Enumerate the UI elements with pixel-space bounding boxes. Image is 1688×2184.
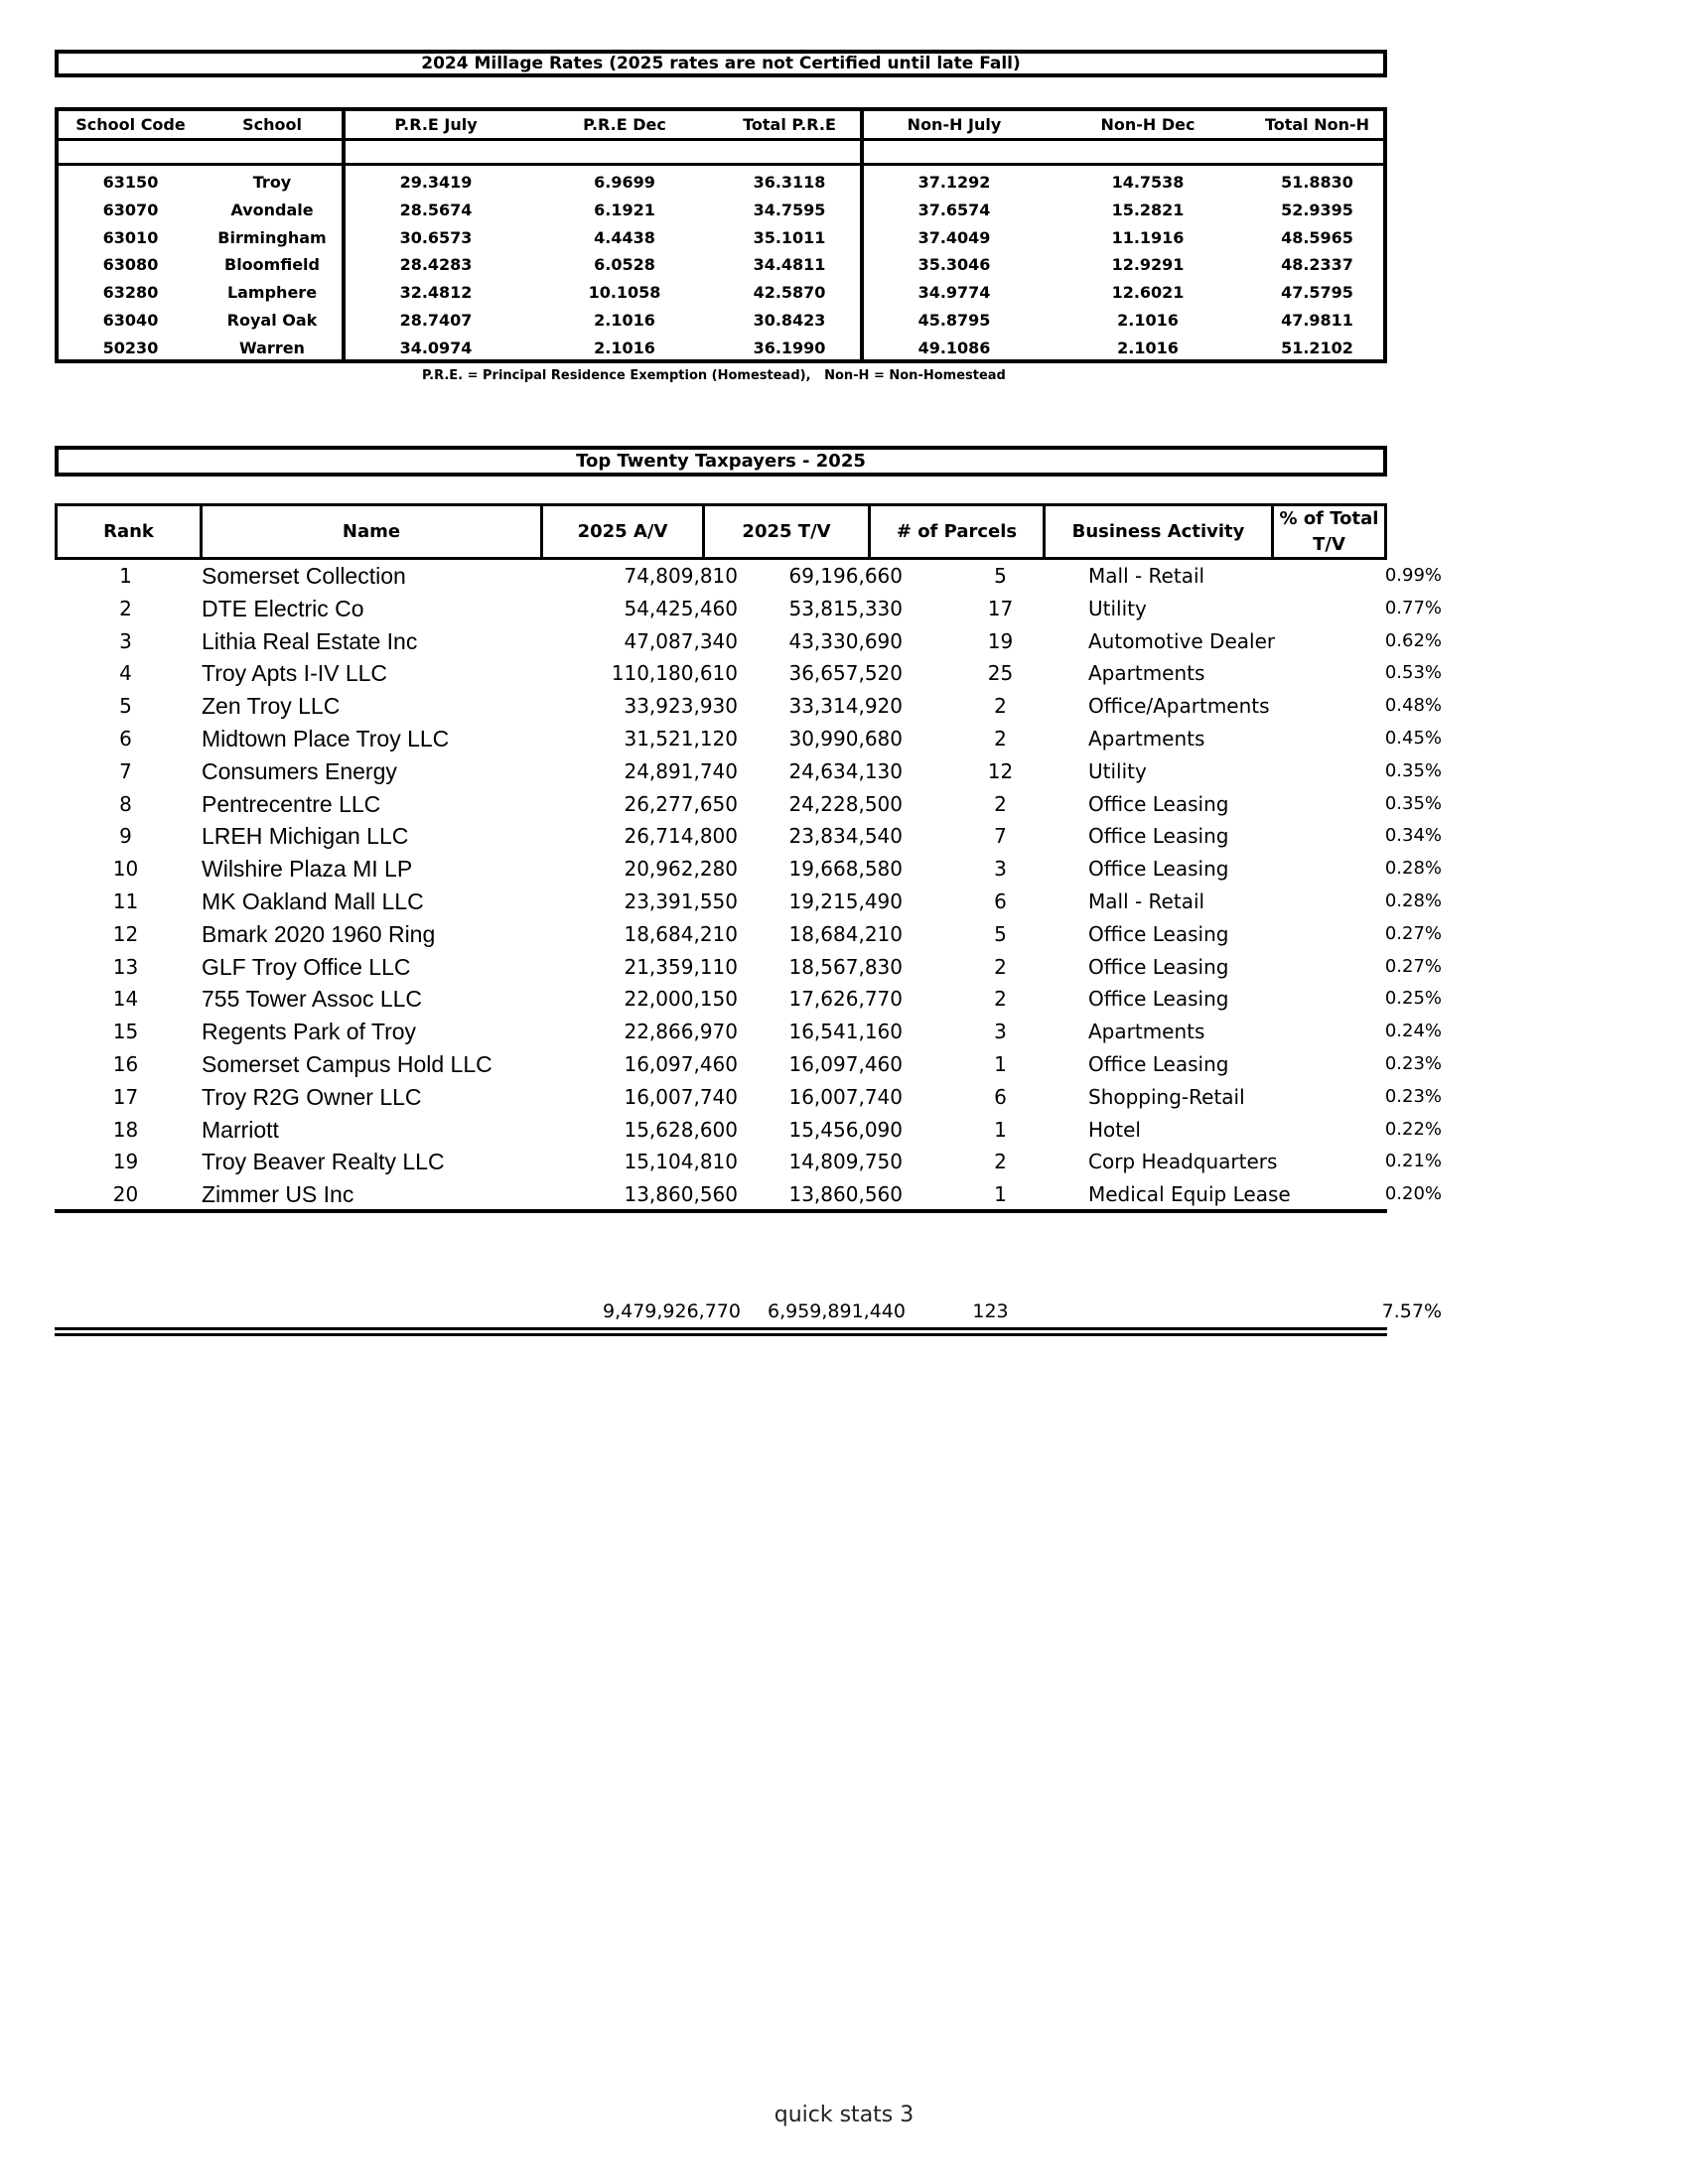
taxpayer-activity-cell: Office Leasing — [1088, 857, 1229, 882]
taxpayer-parcels-cell: 6 — [994, 1084, 1007, 1109]
millage-cell-pre-dec: 2.1016 — [594, 338, 655, 357]
taxpayer-pct-cell: 0.34% — [1384, 825, 1442, 847]
taxpayer-av-cell: 47,087,340 — [624, 628, 738, 653]
table-row — [55, 593, 1442, 625]
taxpayer-pct-cell: 0.77% — [1384, 597, 1442, 618]
millage-header-school-code: School Code — [75, 115, 186, 134]
millage-table — [55, 107, 1387, 363]
taxpayer-name-cell: Troy Beaver Realty LLC — [202, 1149, 445, 1175]
millage-cell-school-code: 63280 — [102, 283, 159, 303]
totals-double-rule-bottom — [55, 1333, 1387, 1336]
taxpayer-pct-cell: 0.35% — [1384, 792, 1442, 814]
millage-cell-school-code: 63080 — [102, 255, 159, 275]
millage-cell-school: Birmingham — [217, 227, 327, 247]
taxpayer-rank-cell: 8 — [119, 791, 132, 816]
millage-cell-pre-dec: 6.0528 — [594, 255, 655, 275]
millage-cell-nonh-dec: 11.1916 — [1111, 227, 1185, 247]
taxpayer-tv-cell: 18,567,830 — [788, 954, 903, 979]
taxpayers-header-av: 2025 A/V — [540, 506, 702, 557]
taxpayer-av-cell: 54,425,460 — [624, 596, 738, 620]
taxpayer-tv-cell: 18,684,210 — [788, 921, 903, 946]
table-row — [55, 886, 1442, 918]
total-parcels: 123 — [972, 1300, 1009, 1322]
taxpayers-totals-row — [55, 1297, 1442, 1326]
taxpayer-av-cell: 20,962,280 — [624, 857, 738, 882]
taxpayer-activity-cell: Office/Apartments — [1088, 694, 1270, 719]
taxpayer-pct-cell: 0.28% — [1384, 889, 1442, 911]
taxpayer-name-cell: Pentrecentre LLC — [202, 790, 381, 817]
taxpayer-rank-cell: 17 — [112, 1084, 139, 1109]
taxpayer-name-cell: Marriott — [202, 1116, 279, 1143]
millage-cell-total-nonh: 51.2102 — [1281, 338, 1353, 357]
millage-footnote: P.R.E. = Principal Residence Exemption (Homestead), Non-H = Non-Homestead — [422, 368, 1006, 383]
millage-spacer-rule — [59, 163, 1383, 166]
taxpayer-tv-cell: 16,007,740 — [788, 1084, 903, 1109]
taxpayer-tv-cell: 19,668,580 — [788, 857, 903, 882]
taxpayer-pct-cell: 0.45% — [1384, 727, 1442, 749]
millage-cell-school-code: 63070 — [102, 200, 159, 219]
taxpayers-header-tv: 2025 T/V — [702, 506, 868, 557]
totals-double-rule-top — [55, 1327, 1387, 1330]
taxpayer-rank-cell: 15 — [112, 1020, 139, 1044]
taxpayer-pct-cell: 0.27% — [1384, 955, 1442, 977]
millage-cell-school-code: 63010 — [102, 227, 159, 247]
millage-cell-school: Bloomfield — [224, 255, 320, 275]
taxpayer-tv-cell: 23,834,540 — [788, 824, 903, 849]
millage-cell-pre-july: 30.6573 — [399, 227, 473, 247]
taxpayer-activity-cell: Mall - Retail — [1088, 888, 1205, 913]
taxpayer-av-cell: 13,860,560 — [624, 1182, 738, 1207]
millage-header-total-pre: Total P.R.E — [743, 115, 836, 134]
taxpayer-activity-cell: Apartments — [1088, 726, 1205, 751]
millage-cell-school-code: 63040 — [102, 311, 159, 330]
taxpayer-rank-cell: 14 — [112, 987, 139, 1012]
taxpayer-tv-cell: 36,657,520 — [788, 661, 903, 686]
taxpayer-name-cell: LREH Michigan LLC — [202, 823, 409, 850]
taxpayer-rank-cell: 13 — [112, 954, 139, 979]
taxpayer-pct-cell: 0.27% — [1384, 922, 1442, 944]
total-av: 9,479,926,770 — [602, 1300, 741, 1322]
millage-row — [59, 224, 1383, 252]
taxpayer-parcels-cell: 2 — [994, 694, 1007, 719]
taxpayer-name-cell: DTE Electric Co — [202, 595, 364, 621]
taxpayers-header-rank: Rank — [103, 520, 154, 542]
table-row — [55, 1178, 1442, 1211]
taxpayer-tv-cell: 17,626,770 — [788, 987, 903, 1012]
table-row — [55, 1048, 1442, 1081]
millage-header-nonh-dec: Non-H Dec — [1100, 115, 1196, 134]
taxpayer-tv-cell: 15,456,090 — [788, 1117, 903, 1142]
millage-header-pre-july: P.R.E July — [394, 115, 478, 134]
table-row — [55, 1114, 1442, 1147]
table-row — [55, 788, 1442, 821]
taxpayer-name-cell: Bmark 2020 1960 Ring — [202, 920, 436, 947]
taxpayer-name-cell: Consumers Energy — [202, 757, 397, 784]
millage-cell-nonh-dec: 12.6021 — [1111, 283, 1185, 303]
taxpayer-parcels-cell: 3 — [994, 1020, 1007, 1044]
millage-cell-total-pre: 36.1990 — [753, 338, 826, 357]
millage-cell-school-code: 63150 — [102, 173, 159, 192]
millage-cell-total-nonh: 48.5965 — [1281, 227, 1353, 247]
millage-cell-nonh-july: 37.4049 — [917, 227, 991, 247]
table-row — [55, 1146, 1442, 1178]
taxpayer-activity-cell: Corp Headquarters — [1088, 1150, 1278, 1174]
taxpayer-parcels-cell: 2 — [994, 987, 1007, 1012]
millage-cell-school: Royal Oak — [226, 311, 318, 330]
taxpayer-parcels-cell: 2 — [994, 954, 1007, 979]
taxpayer-parcels-cell: 6 — [994, 888, 1007, 913]
millage-cell-school: Troy — [252, 173, 292, 192]
taxpayer-tv-cell: 16,097,460 — [788, 1051, 903, 1076]
taxpayer-tv-cell: 24,228,500 — [788, 791, 903, 816]
taxpayer-name-cell: Troy Apts I-IV LLC — [202, 660, 388, 687]
taxpayer-parcels-cell: 5 — [994, 921, 1007, 946]
taxpayer-parcels-cell: 12 — [987, 758, 1014, 783]
millage-cell-pre-july: 28.7407 — [399, 311, 473, 330]
taxpayer-av-cell: 22,000,150 — [624, 987, 738, 1012]
table-row — [55, 1016, 1442, 1048]
millage-cell-total-nonh: 47.5795 — [1281, 283, 1353, 303]
millage-header-total-nonh: Total Non-H — [1264, 115, 1370, 134]
taxpayer-rank-cell: 16 — [112, 1051, 139, 1076]
taxpayer-pct-cell: 0.21% — [1384, 1151, 1442, 1172]
millage-row — [59, 279, 1383, 307]
millage-title-text: 2024 Millage Rates (2025 rates are not Certified until late Fall) — [421, 54, 1021, 73]
taxpayer-name-cell: Somerset Collection — [202, 563, 406, 589]
millage-cell-nonh-dec: 12.9291 — [1111, 255, 1185, 275]
millage-cell-nonh-dec: 2.1016 — [1117, 338, 1179, 357]
table-row — [55, 690, 1442, 723]
taxpayers-header-row — [55, 503, 1387, 560]
millage-title — [55, 50, 1387, 77]
taxpayer-av-cell: 31,521,120 — [624, 726, 738, 751]
millage-cell-nonh-july: 35.3046 — [917, 255, 991, 275]
taxpayer-av-cell: 26,277,650 — [624, 791, 738, 816]
taxpayer-parcels-cell: 1 — [994, 1051, 1007, 1076]
taxpayer-rank-cell: 3 — [119, 628, 132, 653]
taxpayer-parcels-cell: 5 — [994, 564, 1007, 588]
millage-header-rule — [59, 138, 1383, 141]
taxpayer-rank-cell: 7 — [119, 758, 132, 783]
taxpayer-name-cell: Wilshire Plaza MI LP — [202, 856, 413, 883]
taxpayer-tv-cell: 14,809,750 — [788, 1150, 903, 1174]
millage-cell-nonh-dec: 2.1016 — [1117, 311, 1179, 330]
taxpayer-name-cell: 755 Tower Assoc LLC — [202, 986, 423, 1013]
taxpayer-pct-cell: 0.22% — [1384, 1118, 1442, 1140]
table-row — [55, 1081, 1442, 1114]
taxpayers-header-pct-line2: T/V — [1313, 533, 1345, 555]
taxpayer-rank-cell: 1 — [119, 564, 132, 588]
taxpayer-name-cell: Midtown Place Troy LLC — [202, 725, 450, 751]
millage-cell-pre-july: 29.3419 — [399, 173, 473, 192]
taxpayer-av-cell: 26,714,800 — [624, 824, 738, 849]
millage-cell-pre-dec: 6.9699 — [594, 173, 655, 192]
millage-cell-total-pre: 34.4811 — [753, 255, 826, 275]
taxpayer-av-cell: 16,097,460 — [624, 1051, 738, 1076]
table-row — [55, 657, 1442, 690]
taxpayer-pct-cell: 0.20% — [1384, 1183, 1442, 1205]
millage-cell-total-pre: 34.7595 — [753, 200, 826, 219]
taxpayer-av-cell: 21,359,110 — [624, 954, 738, 979]
millage-header-nonh-july: Non-H July — [907, 115, 1002, 134]
millage-cell-school: Warren — [239, 338, 305, 357]
taxpayer-activity-cell: Medical Equip Lease — [1088, 1182, 1291, 1207]
taxpayer-rank-cell: 2 — [119, 596, 132, 620]
millage-cell-total-pre: 35.1011 — [753, 227, 826, 247]
taxpayer-tv-cell: 16,541,160 — [788, 1020, 903, 1044]
millage-cell-pre-july: 34.0974 — [399, 338, 473, 357]
millage-cell-nonh-july: 37.1292 — [917, 173, 991, 192]
taxpayer-rank-cell: 6 — [119, 726, 132, 751]
taxpayer-activity-cell: Utility — [1088, 596, 1147, 620]
taxpayer-av-cell: 22,866,970 — [624, 1020, 738, 1044]
millage-cell-pre-dec: 2.1016 — [594, 311, 655, 330]
taxpayer-activity-cell: Office Leasing — [1088, 987, 1229, 1012]
taxpayer-activity-cell: Office Leasing — [1088, 954, 1229, 979]
taxpayer-rank-cell: 4 — [119, 661, 132, 686]
taxpayer-name-cell: Zimmer US Inc — [202, 1181, 354, 1208]
total-pct: 7.57% — [1381, 1300, 1442, 1322]
taxpayer-parcels-cell: 2 — [994, 791, 1007, 816]
taxpayer-pct-cell: 0.23% — [1384, 1085, 1442, 1107]
taxpayer-av-cell: 16,007,740 — [624, 1084, 738, 1109]
table-row — [55, 723, 1442, 755]
taxpayer-pct-cell: 0.62% — [1384, 629, 1442, 651]
taxpayers-header-activity: Business Activity — [1043, 506, 1271, 557]
taxpayer-name-cell: Zen Troy LLC — [202, 693, 341, 720]
page-footer: quick stats 3 — [774, 2103, 914, 2127]
table-row — [55, 951, 1442, 984]
taxpayer-name-cell: GLF Troy Office LLC — [202, 953, 411, 980]
taxpayer-name-cell: Regents Park of Troy — [202, 1019, 417, 1045]
taxpayer-parcels-cell: 25 — [987, 661, 1014, 686]
taxpayer-rank-cell: 5 — [119, 694, 132, 719]
table-row — [55, 560, 1442, 593]
millage-cell-total-nonh: 48.2337 — [1281, 255, 1353, 275]
millage-cell-total-nonh: 51.8830 — [1281, 173, 1353, 192]
taxpayer-rank-cell: 20 — [112, 1182, 139, 1207]
taxpayer-tv-cell: 13,860,560 — [788, 1182, 903, 1207]
taxpayer-tv-cell: 19,215,490 — [788, 888, 903, 913]
taxpayer-tv-cell: 53,815,330 — [788, 596, 903, 620]
taxpayer-activity-cell: Shopping-Retail — [1088, 1084, 1245, 1109]
taxpayer-rank-cell: 18 — [112, 1117, 139, 1142]
taxpayer-parcels-cell: 17 — [987, 596, 1014, 620]
taxpayer-rank-cell: 12 — [112, 921, 139, 946]
millage-cell-total-pre: 30.8423 — [753, 311, 826, 330]
taxpayer-tv-cell: 69,196,660 — [788, 564, 903, 588]
table-row — [55, 918, 1442, 951]
taxpayer-activity-cell: Hotel — [1088, 1117, 1141, 1142]
taxpayer-rank-cell: 19 — [112, 1150, 139, 1174]
taxpayers-bottom-rule — [55, 1209, 1387, 1213]
millage-cell-nonh-july: 34.9774 — [917, 283, 991, 303]
taxpayer-pct-cell: 0.24% — [1384, 1021, 1442, 1042]
taxpayer-parcels-cell: 2 — [994, 726, 1007, 751]
taxpayer-activity-cell: Mall - Retail — [1088, 564, 1205, 588]
millage-header-pre-dec: P.R.E Dec — [583, 115, 666, 134]
taxpayer-parcels-cell: 2 — [994, 1150, 1007, 1174]
taxpayer-av-cell: 74,809,810 — [624, 564, 738, 588]
millage-header-school: School — [242, 115, 302, 134]
taxpayer-pct-cell: 0.53% — [1384, 662, 1442, 684]
taxpayer-tv-cell: 43,330,690 — [788, 628, 903, 653]
table-row — [55, 853, 1442, 886]
table-row — [55, 625, 1442, 658]
taxpayer-tv-cell: 24,634,130 — [788, 758, 903, 783]
taxpayer-tv-cell: 30,990,680 — [788, 726, 903, 751]
taxpayer-pct-cell: 0.28% — [1384, 858, 1442, 880]
taxpayer-activity-cell: Apartments — [1088, 1020, 1205, 1044]
millage-cell-pre-dec: 6.1921 — [594, 200, 655, 219]
taxpayer-parcels-cell: 3 — [994, 857, 1007, 882]
table-row — [55, 755, 1442, 788]
taxpayer-activity-cell: Office Leasing — [1088, 1051, 1229, 1076]
millage-row — [59, 251, 1383, 279]
taxpayer-av-cell: 15,628,600 — [624, 1117, 738, 1142]
taxpayer-activity-cell: Utility — [1088, 758, 1147, 783]
taxpayer-av-cell: 23,391,550 — [624, 888, 738, 913]
taxpayer-rank-cell: 9 — [119, 824, 132, 849]
taxpayers-header-pct — [1271, 506, 1384, 557]
millage-cell-nonh-july: 45.8795 — [917, 311, 991, 330]
millage-row — [59, 307, 1383, 335]
taxpayer-parcels-cell: 1 — [994, 1182, 1007, 1207]
taxpayer-pct-cell: 0.35% — [1384, 759, 1442, 781]
taxpayer-rank-cell: 10 — [112, 857, 139, 882]
taxpayer-activity-cell: Office Leasing — [1088, 824, 1229, 849]
taxpayer-activity-cell: Office Leasing — [1088, 921, 1229, 946]
millage-cell-nonh-july: 37.6574 — [917, 200, 991, 219]
taxpayer-pct-cell: 0.48% — [1384, 695, 1442, 717]
millage-cell-total-pre: 42.5870 — [753, 283, 826, 303]
taxpayers-header-pct-line1: % of Total — [1279, 507, 1379, 529]
taxpayers-table-body — [55, 560, 1442, 1211]
taxpayer-pct-cell: 0.99% — [1384, 565, 1442, 586]
taxpayer-av-cell: 18,684,210 — [624, 921, 738, 946]
taxpayer-name-cell: Lithia Real Estate Inc — [202, 627, 418, 654]
taxpayer-name-cell: MK Oakland Mall LLC — [202, 887, 424, 914]
millage-cell-pre-july: 32.4812 — [399, 283, 473, 303]
millage-cell-total-nonh: 47.9811 — [1281, 311, 1353, 330]
taxpayer-parcels-cell: 7 — [994, 824, 1007, 849]
millage-cell-nonh-dec: 15.2821 — [1111, 200, 1185, 219]
taxpayers-header-name: Name — [200, 506, 540, 557]
taxpayers-header-parcels: # of Parcels — [868, 506, 1043, 557]
taxpayer-rank-cell: 11 — [112, 888, 139, 913]
millage-cell-total-pre: 36.3118 — [753, 173, 826, 192]
millage-cell-pre-july: 28.5674 — [399, 200, 473, 219]
millage-cell-pre-dec: 4.4438 — [594, 227, 655, 247]
taxpayer-tv-cell: 33,314,920 — [788, 694, 903, 719]
millage-cell-nonh-july: 49.1086 — [917, 338, 991, 357]
taxpayer-name-cell: Somerset Campus Hold LLC — [202, 1050, 492, 1077]
millage-cell-pre-dec: 10.1058 — [588, 283, 661, 303]
taxpayers-title — [55, 446, 1387, 477]
taxpayer-av-cell: 33,923,930 — [624, 694, 738, 719]
millage-row — [59, 169, 1383, 197]
millage-cell-school: Avondale — [230, 200, 314, 219]
taxpayer-activity-cell: Automotive Dealer — [1088, 628, 1276, 653]
millage-row — [59, 197, 1383, 224]
table-row — [55, 983, 1442, 1016]
taxpayer-av-cell: 110,180,610 — [611, 661, 738, 686]
taxpayer-pct-cell: 0.25% — [1384, 988, 1442, 1010]
total-tv: 6,959,891,440 — [767, 1300, 906, 1322]
millage-header-row — [59, 111, 1383, 138]
millage-cell-nonh-dec: 14.7538 — [1111, 173, 1185, 192]
taxpayers-title-text: Top Twenty Taxpayers - 2025 — [576, 451, 866, 472]
millage-row — [59, 335, 1383, 362]
table-row — [55, 820, 1442, 853]
millage-cell-school: Lamphere — [226, 283, 318, 303]
taxpayer-parcels-cell: 19 — [987, 628, 1014, 653]
millage-cell-pre-july: 28.4283 — [399, 255, 473, 275]
taxpayer-name-cell: Troy R2G Owner LLC — [202, 1083, 422, 1110]
taxpayer-av-cell: 15,104,810 — [624, 1150, 738, 1174]
taxpayer-activity-cell: Apartments — [1088, 661, 1205, 686]
taxpayer-pct-cell: 0.23% — [1384, 1052, 1442, 1074]
taxpayer-av-cell: 24,891,740 — [624, 758, 738, 783]
taxpayer-activity-cell: Office Leasing — [1088, 791, 1229, 816]
millage-cell-total-nonh: 52.9395 — [1281, 200, 1353, 219]
millage-cell-school-code: 50230 — [102, 338, 159, 357]
taxpayer-parcels-cell: 1 — [994, 1117, 1007, 1142]
